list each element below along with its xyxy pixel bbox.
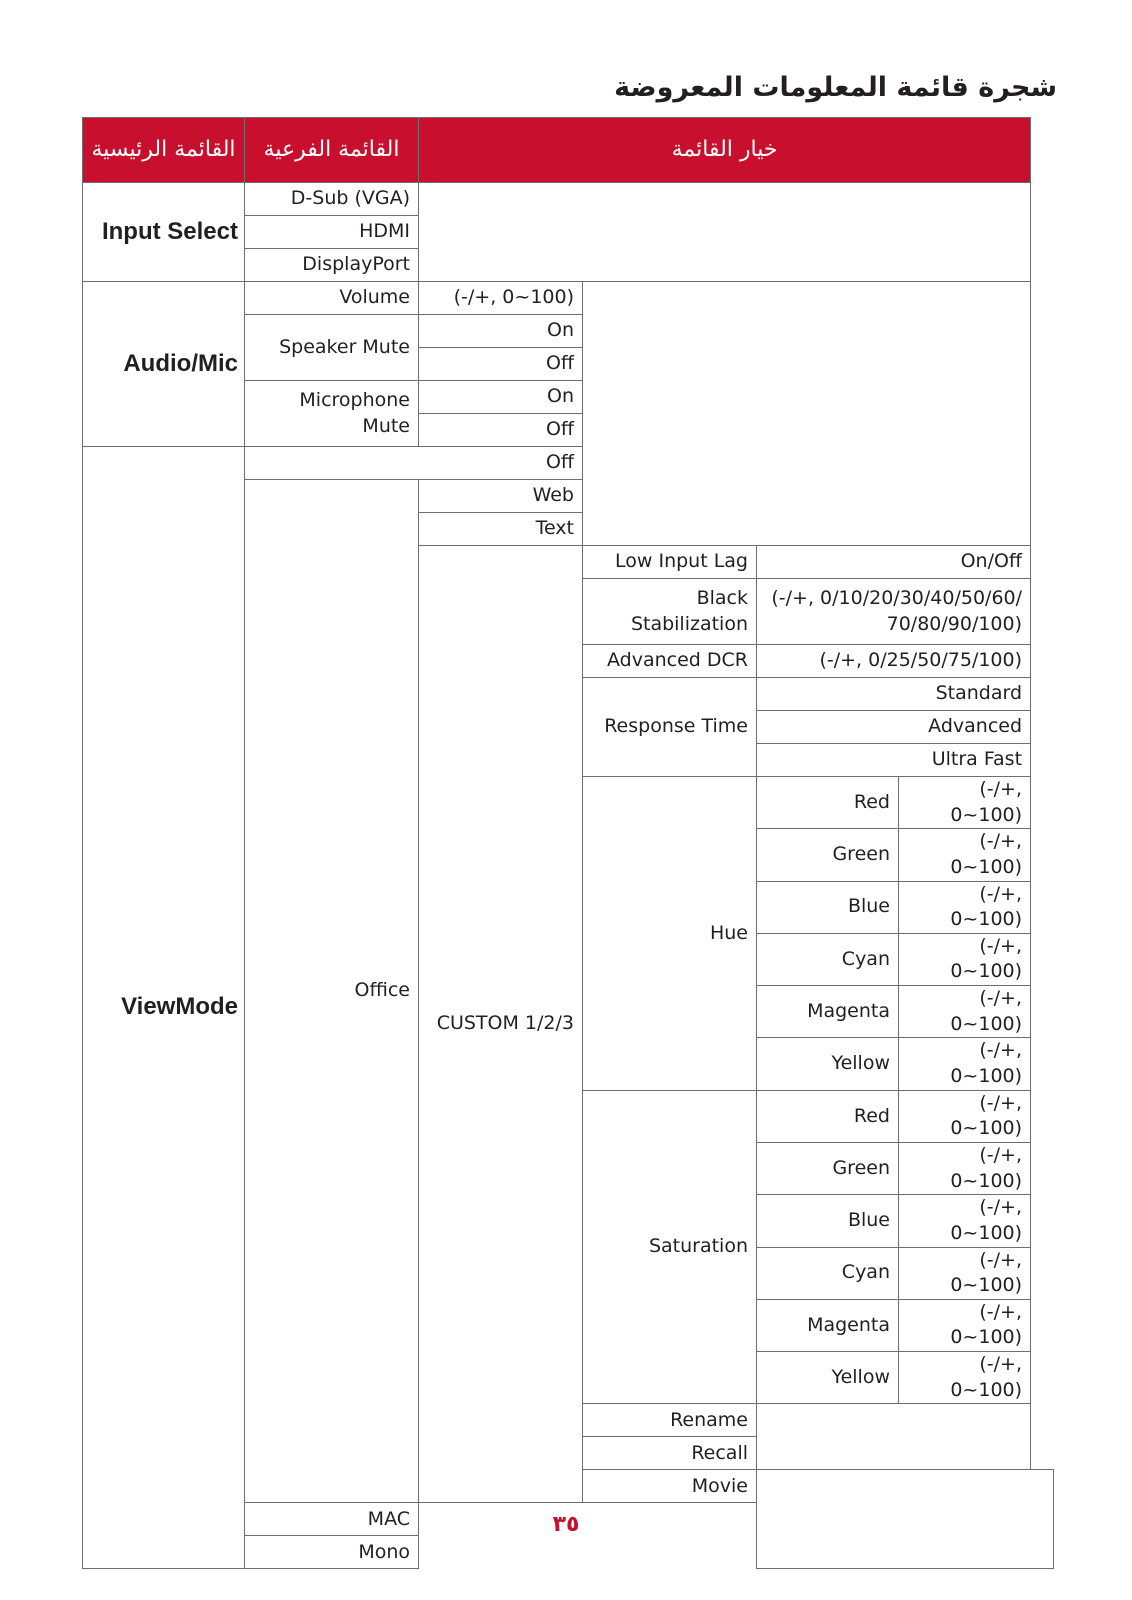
- submenu-item: Movie: [583, 1470, 757, 1503]
- option-value: On: [419, 315, 583, 348]
- main-menu-input-select: Input Select: [83, 183, 245, 282]
- custom-item: Recall: [583, 1437, 757, 1470]
- option-value: On: [419, 381, 583, 414]
- table-row: [83, 282, 1054, 315]
- custom-value: Ultra Fast: [757, 744, 1031, 777]
- color-name: Cyan: [757, 1247, 899, 1299]
- custom-item: Rename: [583, 1404, 757, 1437]
- custom-value: (-/+, 0/10/20/30/40/50/60/ 70/80/90/100): [757, 579, 1031, 645]
- color-name: Cyan: [757, 933, 899, 985]
- color-value: (-/+, 0~100): [899, 1247, 1031, 1299]
- custom-item: Hue: [583, 777, 757, 1091]
- main-menu-audio-mic: Audio/Mic: [83, 282, 245, 447]
- table-header-row: [83, 118, 1054, 183]
- color-value: (-/+, 0~100): [899, 1195, 1031, 1247]
- submenu-item: DisplayPort: [245, 249, 419, 282]
- submenu-item: Office: [245, 480, 419, 1503]
- color-value: (-/+, 0~100): [899, 777, 1031, 829]
- color-name: Red: [757, 777, 899, 829]
- main-menu-viewmode: ViewMode: [83, 447, 245, 1569]
- color-value: (-/+, 0~100): [899, 1299, 1031, 1351]
- submenu-item: Mono: [245, 1536, 419, 1569]
- color-name: Blue: [757, 1195, 899, 1247]
- color-value: (-/+, 0~100): [899, 1352, 1031, 1404]
- header-main-menu: القائمة الرئيسية: [83, 118, 245, 183]
- empty-cell: [419, 183, 1031, 282]
- color-value: (-/+, 0~100): [899, 1090, 1031, 1142]
- custom-value: Standard: [757, 678, 1031, 711]
- option-value: CUSTOM 1/2/3: [419, 546, 583, 1503]
- option-value: (-/+, 0~100): [419, 282, 583, 315]
- page-title: شجرة قائمة المعلومات المعروضة: [614, 72, 1057, 103]
- submenu-item: Off: [245, 447, 583, 480]
- option-value: Web: [419, 480, 583, 513]
- custom-value: (-/+, 0/25/50/75/100): [757, 645, 1031, 678]
- submenu-item: HDMI: [245, 216, 419, 249]
- option-value: Off: [419, 414, 583, 447]
- table-row: [83, 183, 1054, 216]
- custom-value: Advanced: [757, 711, 1031, 744]
- color-value: (-/+, 0~100): [899, 1142, 1031, 1194]
- color-name: Red: [757, 1090, 899, 1142]
- color-name: Yellow: [757, 1038, 899, 1090]
- color-name: Yellow: [757, 1352, 899, 1404]
- option-value: Text: [419, 513, 583, 546]
- custom-item: Response Time: [583, 678, 757, 777]
- page-number: ٣٥: [552, 1512, 580, 1537]
- color-name: Magenta: [757, 986, 899, 1038]
- custom-item: Black Stabilization: [583, 579, 757, 645]
- submenu-item: MAC: [245, 1503, 419, 1536]
- submenu-item: Speaker Mute: [245, 315, 419, 381]
- color-value: (-/+, 0~100): [899, 986, 1031, 1038]
- option-value: Off: [419, 348, 583, 381]
- color-name: Green: [757, 829, 899, 881]
- custom-value: On/Off: [757, 546, 1031, 579]
- custom-item: Saturation: [583, 1090, 757, 1404]
- color-name: Blue: [757, 881, 899, 933]
- custom-item: Advanced DCR: [583, 645, 757, 678]
- header-sub-menu: القائمة الفرعية: [245, 118, 419, 183]
- header-menu-option: خيار القائمة: [419, 118, 1031, 183]
- color-value: (-/+, 0~100): [899, 933, 1031, 985]
- empty-cell: [757, 1404, 1031, 1470]
- submenu-item: D-Sub (VGA): [245, 183, 419, 216]
- osd-menu-tree-table: [82, 117, 1054, 1569]
- empty-cell: [583, 282, 1031, 546]
- submenu-item: Volume: [245, 282, 419, 315]
- color-name: Magenta: [757, 1299, 899, 1351]
- custom-item: Low Input Lag: [583, 546, 757, 579]
- submenu-item: Microphone Mute: [245, 381, 419, 447]
- color-value: (-/+, 0~100): [899, 881, 1031, 933]
- color-value: (-/+, 0~100): [899, 1038, 1031, 1090]
- color-value: (-/+, 0~100): [899, 829, 1031, 881]
- color-name: Green: [757, 1142, 899, 1194]
